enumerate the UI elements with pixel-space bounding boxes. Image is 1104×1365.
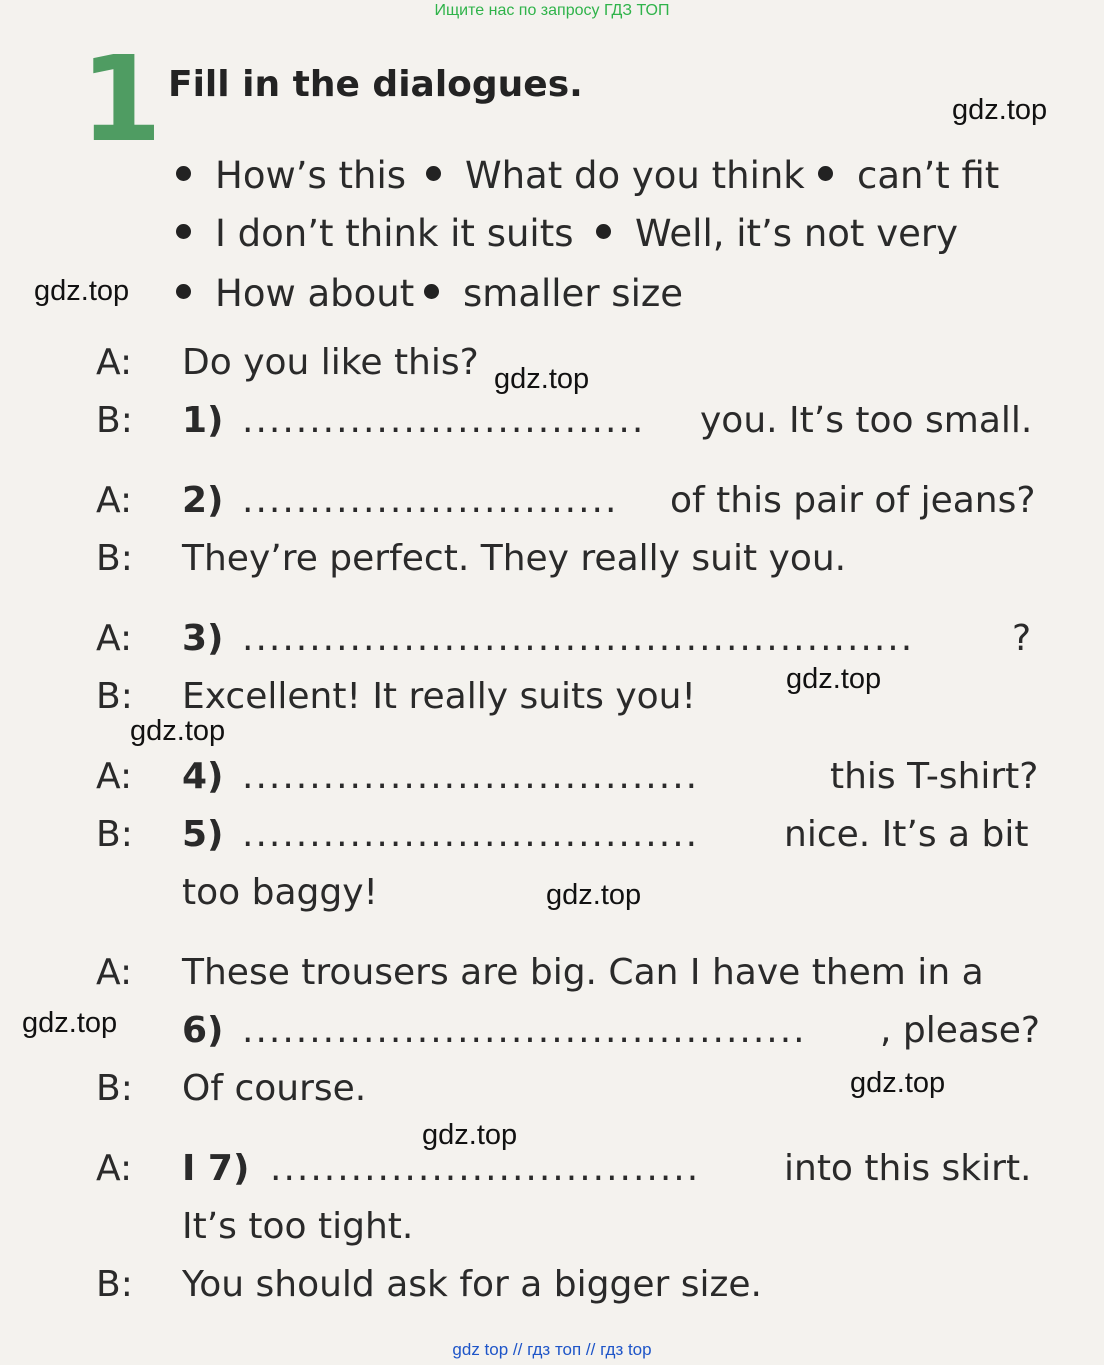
speaker-label: B: [96,538,133,579]
top-search-banner: Ищите нас по запросу ГДЗ ТОП [434,2,670,19]
dialogue-line: you. It’s too small. [700,400,1033,441]
answer-blank: ................................ [270,1148,701,1189]
word-bank-item: Well, it’s not very [596,212,958,255]
exercise-instruction: Fill in the dialogues. [168,64,583,105]
word-bank-item: How about [176,272,414,315]
dialogue-line: Do you like this? [182,342,479,383]
bullet-icon [176,166,191,181]
dialogue-line: They’re perfect. They really suit you. [182,538,847,579]
speaker-label: B: [96,1068,133,1109]
dialogue-line: It’s too tight. [182,1206,414,1247]
word-bank-item: How’s this [176,154,406,197]
bottom-watermark-banner: gdz top // гдз топ // гдз top [452,1340,652,1359]
answer-blank: .......................................... [242,1010,807,1051]
word-bank-item: I don’t think it suits [176,212,574,255]
dialogue-line: These trousers are big. Can I have them in a [182,952,984,993]
bullet-icon [596,224,611,239]
speaker-label: B: [96,814,133,855]
bullet-icon [176,284,191,299]
speaker-label: A: [96,756,133,797]
dialogue-line: You should ask for a bigger size. [182,1264,762,1305]
gap-number: 2) [182,480,224,521]
word-bank-item: can’t fit [818,154,999,197]
speaker-label: A: [96,480,133,521]
gap-number: 6) [182,1010,224,1051]
gdz-watermark: gdz.top [952,94,1048,126]
gap-number: I 7) [182,1148,250,1189]
dialogue-line: Excellent! It really suits you! [182,676,696,717]
word-bank-item: What do you think [426,154,805,197]
dialogue-line: ? [1012,618,1032,659]
gdz-watermark: gdz.top [494,363,590,395]
exercise-number: 1 [80,30,163,168]
answer-blank: ............................ [242,480,619,521]
dialogue-line: this T-shirt? [830,756,1039,797]
dialogue-line: of this pair of jeans? [670,480,1036,521]
gap-number: 4) [182,756,224,797]
word-bank-item: smaller size [424,272,683,315]
gdz-watermark: gdz.top [34,275,130,307]
gap-number: 5) [182,814,224,855]
answer-blank: .................................. [242,814,700,855]
answer-blank: .................................. [242,756,700,797]
gdz-watermark: gdz.top [422,1119,518,1151]
answer-blank: .................................................. [242,618,915,659]
bullet-icon [176,224,191,239]
dialogue-line: too baggy! [182,872,378,913]
bullet-icon [424,284,439,299]
speaker-label: B: [96,400,133,441]
answer-blank: .............................. [242,400,646,441]
gap-number: 1) [182,400,224,441]
gdz-watermark: gdz.top [786,663,882,695]
gdz-watermark: gdz.top [130,715,226,747]
gdz-watermark: gdz.top [22,1007,118,1039]
bullet-icon [818,166,833,181]
gdz-watermark: gdz.top [546,879,642,911]
dialogue-line: Of course. [182,1068,367,1109]
speaker-label: A: [96,1148,133,1189]
speaker-label: A: [96,952,133,993]
speaker-label: B: [96,676,133,717]
speaker-label: A: [96,618,133,659]
speaker-label: A: [96,342,133,383]
gdz-watermark: gdz.top [850,1067,946,1099]
dialogue-line: , please? [880,1010,1040,1051]
dialogue-line: nice. It’s a bit [784,814,1029,855]
bullet-icon [426,166,441,181]
speaker-label: B: [96,1264,133,1305]
gap-number: 3) [182,618,224,659]
dialogue-line: into this skirt. [784,1148,1032,1189]
